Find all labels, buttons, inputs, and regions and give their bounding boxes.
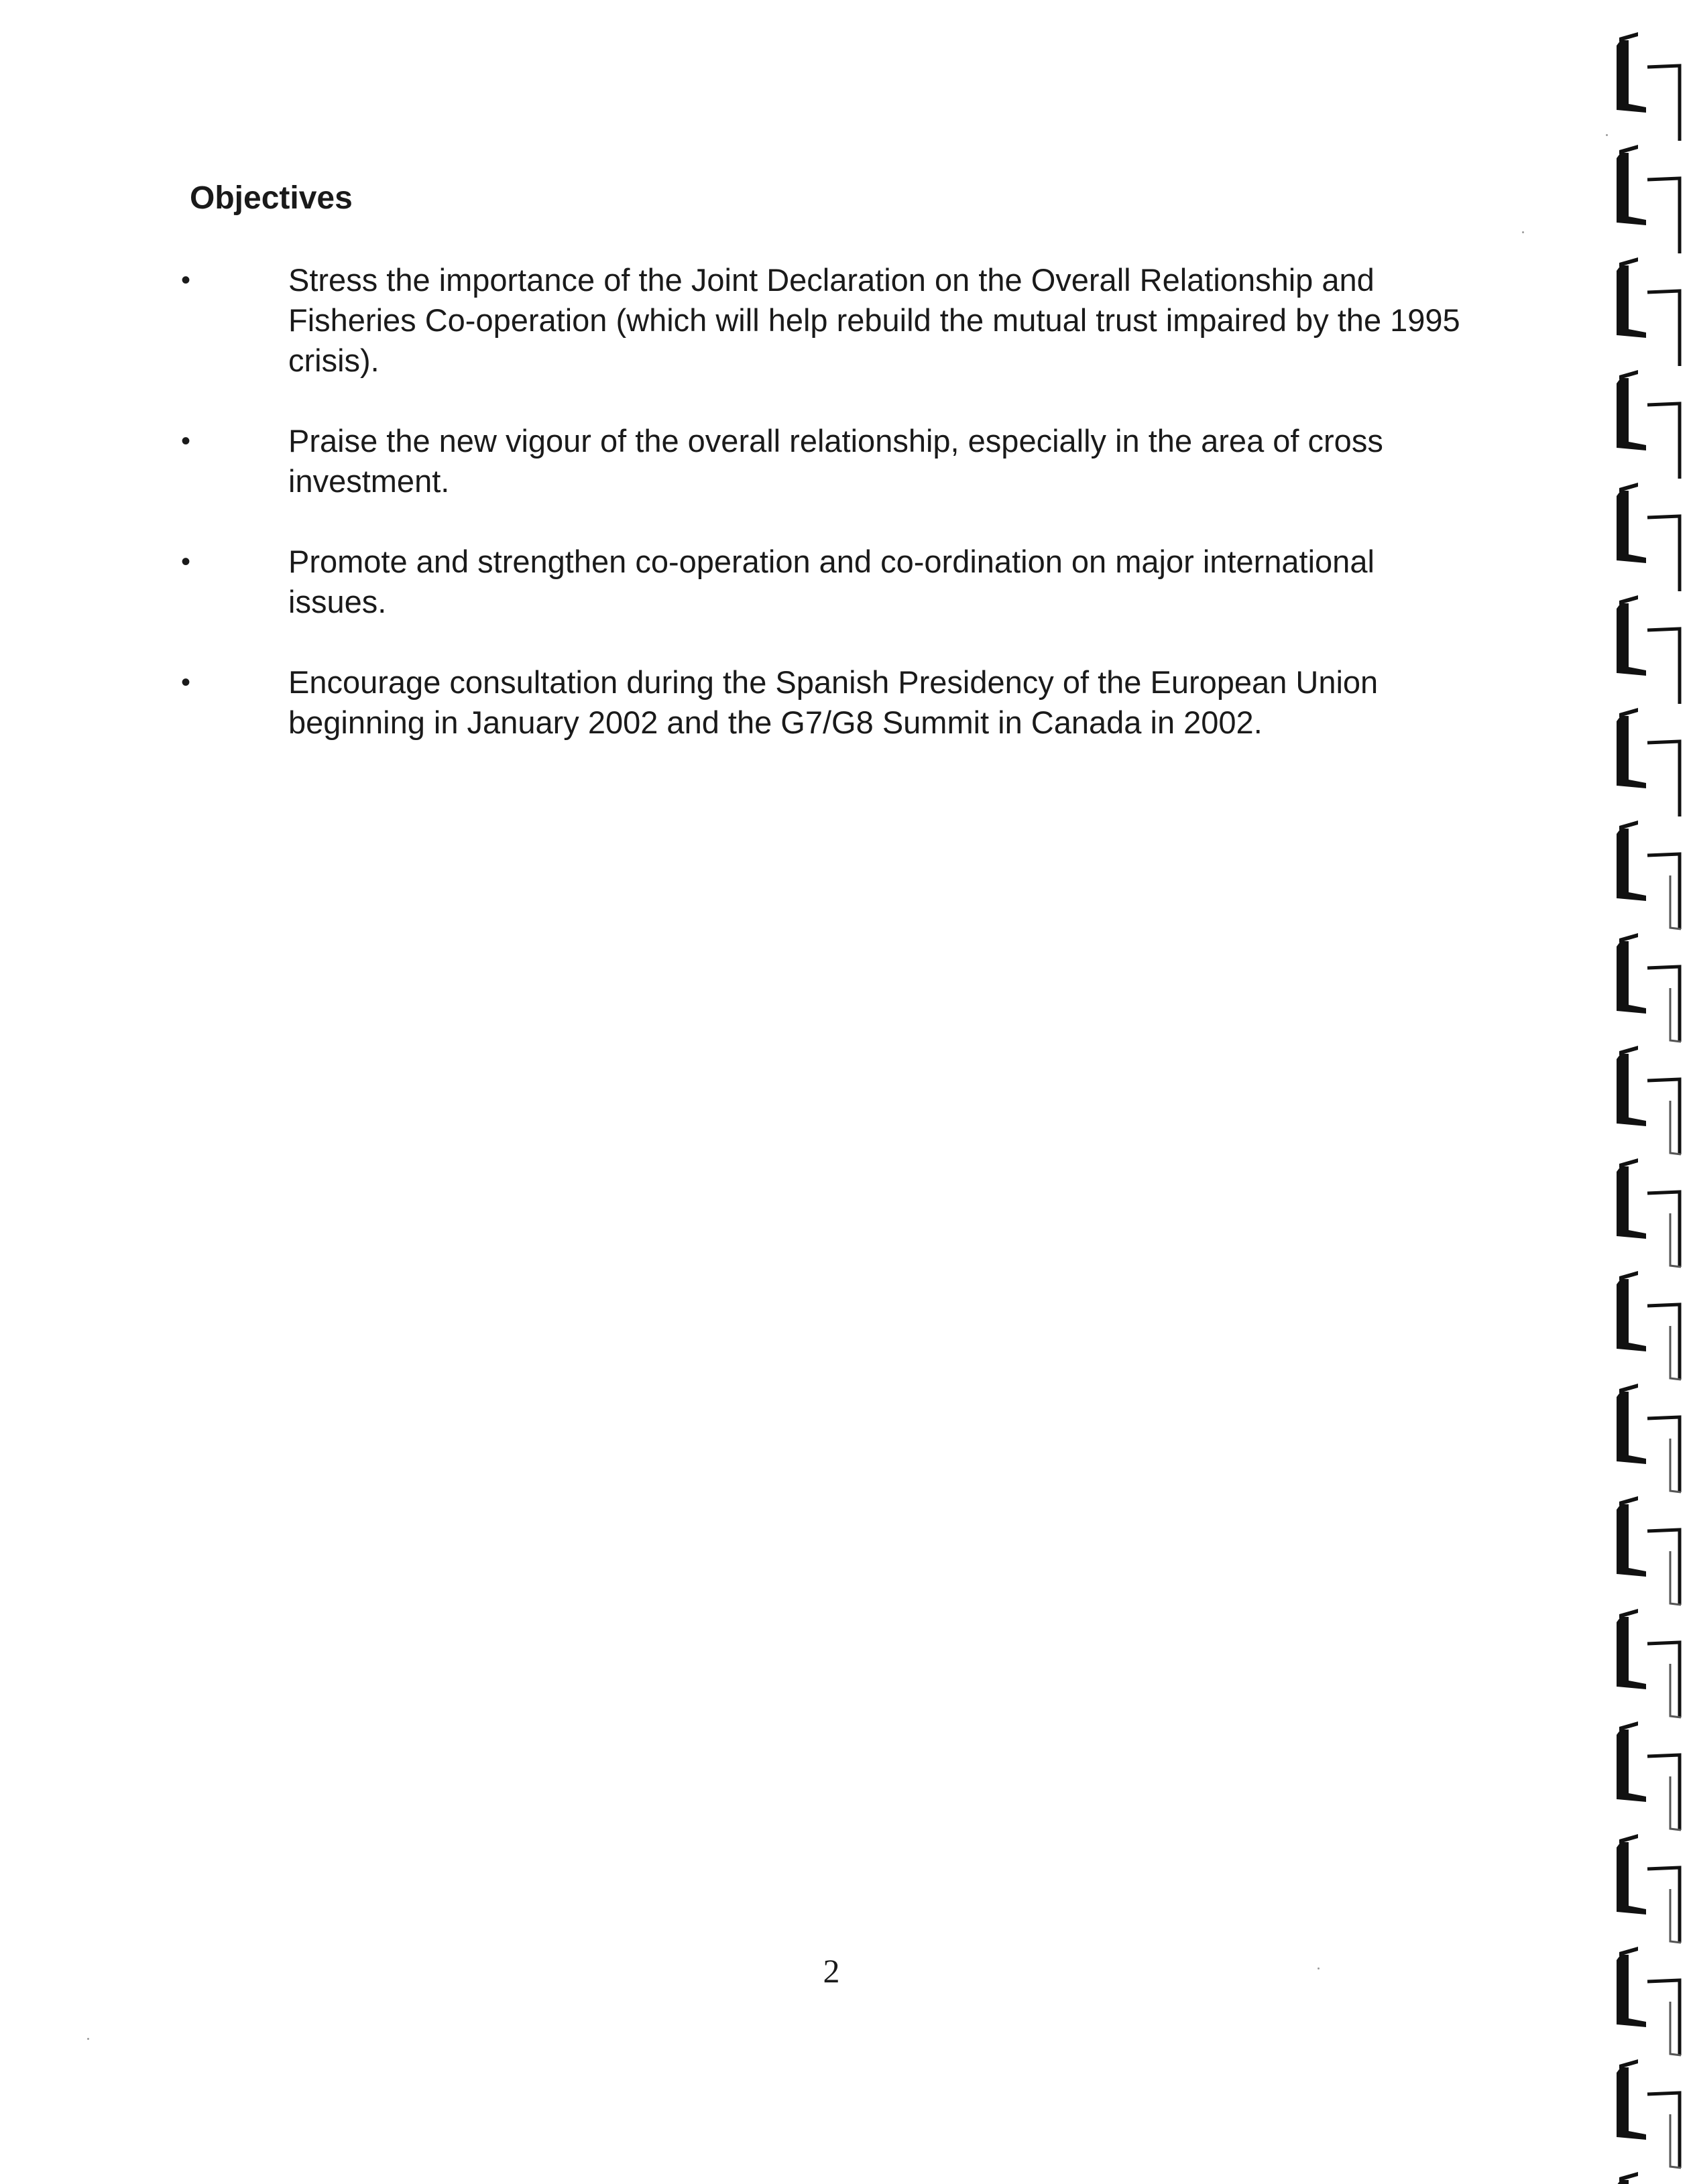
scan-speck <box>1522 231 1524 233</box>
spiral-binding-icon <box>1606 0 1693 2184</box>
list-item <box>181 542 1475 622</box>
list-item-text: Promote and strengthen co-operation and co-ordination on major international issues. <box>288 544 1375 619</box>
scan-speck <box>1318 1967 1320 1969</box>
page-number: 2 <box>823 1952 840 1990</box>
list-item <box>181 260 1475 381</box>
section-heading: Objectives <box>190 180 353 216</box>
bullet-icon: • <box>181 426 191 456</box>
list-item-text: Encourage consultation during the Spanish Presidency of the European Union beginning in January 2002 and the G7/G8 Summit in Canada in 2002. <box>288 664 1379 740</box>
list-item <box>181 662 1475 743</box>
objectives-list <box>181 260 1475 783</box>
list-item-text: Stress the importance of the Joint Declaration on the Overall Relationship and Fisheries Co-operation (which will help rebuild the mutual trust impaired by the 1995 crisis). <box>288 262 1460 378</box>
bullet-icon: • <box>181 547 191 577</box>
list-item-text: Praise the new vigour of the overall relationship, especially in the area of cross investment. <box>288 423 1383 499</box>
scan-speck <box>1606 134 1608 136</box>
bullet-icon: • <box>181 668 191 697</box>
bullet-icon: • <box>181 265 191 295</box>
scan-speck <box>87 2038 89 2040</box>
list-item <box>181 421 1475 501</box>
